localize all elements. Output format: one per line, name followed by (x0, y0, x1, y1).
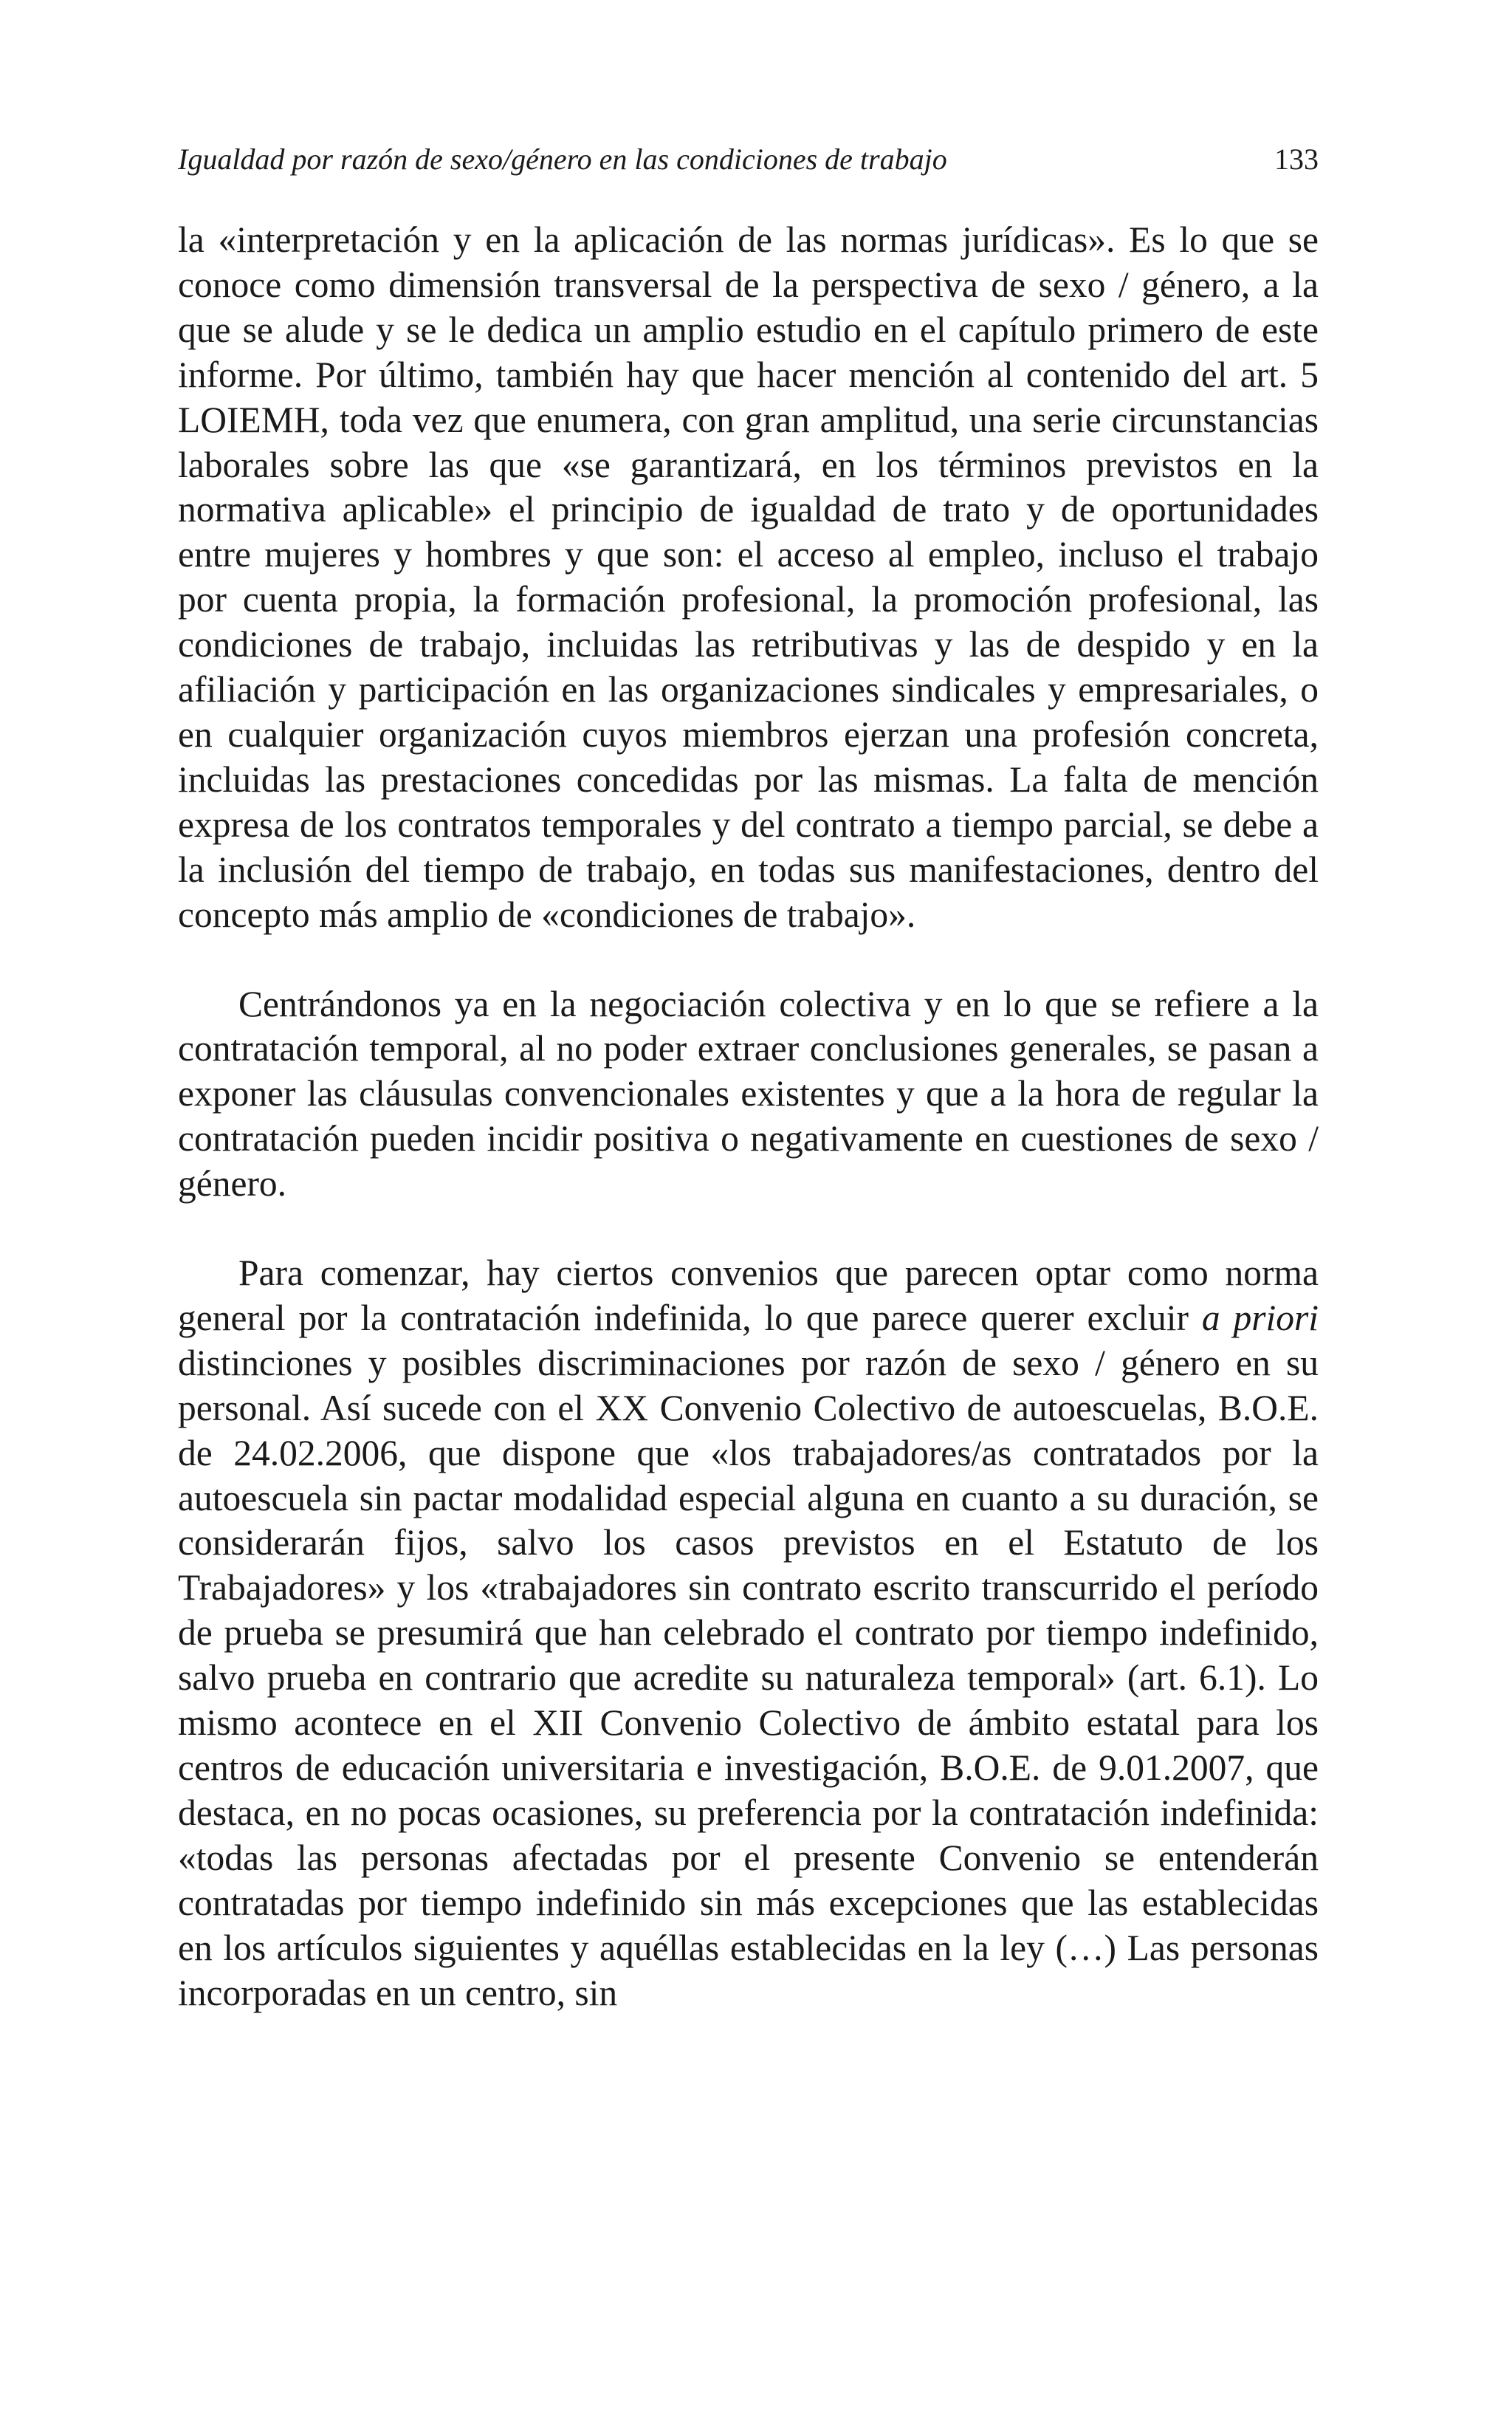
running-header (178, 139, 1319, 180)
body-text (178, 218, 1319, 2015)
page-number: 133 (1274, 143, 1319, 176)
running-title: Igualdad por razón de sexo/género en las condiciones de trabajo (178, 143, 947, 176)
paragraph-agreements-emphasis: a priori (1201, 1297, 1319, 1338)
paragraph-agreements-lead: Para comenzar, hay ciertos convenios que parecen optar como norma general por la contratación indefinida, lo que parece querer excluir (178, 1253, 1319, 1338)
paragraph-continuation: la «interpretación y en la aplicación de las normas jurídicas». Es lo que se conoce como dimensión transversal de la perspectiva de sexo / género, a la que se alude y se le dedica un amplio estudio en el capítulo primero de este informe. Por último, también hay que hacer mención al contenido del art. 5 LOIEMH, toda vez que enumera, con gran amplitud, una serie circunstancias laborales sobre las que «se garantizará, en los términos previstos en la normativa aplicable» el principio de igualdad de trato y de oportunidades entre mujeres y hombres y que son: el acceso al empleo, incluso el trabajo por cuenta propia, la formación profesional, la promoción profesional, las condiciones de trabajo, incluidas las retributivas y las de despido y en la afiliación y participación en las organizaciones sindicales y empresariales, o en cualquier organización cuyos miembros ejerzan una profesión concreta, incluidas las prestaciones concedidas por las mismas. La falta de mención expresa de los contratos temporales y del contrato a tiempo parcial, se debe a la inclusión del tiempo de trabajo, en todas sus manifestaciones, dentro del concepto más amplio de «condiciones de trabajo». (178, 219, 1319, 935)
paragraph-agreements (178, 1251, 1319, 2015)
paragraph-agreements-rest: distinciones y posibles discriminaciones por razón de sexo / género en su personal. Así sucede con el XX Convenio Colectivo de autoescuelas, B.O.E. de 24.02.2006, que dispone que «los trabajadores/as contratados por la autoescuela sin pactar modalidad especial alguna en cuanto a su duración, se considerarán fijos, salvo los casos previstos en el Estatuto de los Trabajadores» y los «trabajadores sin contrato escrito transcurrido el período de prueba se presumirá que han celebrado el contrato por tiempo indefinido, salvo prueba en contrario que acredite su naturaleza temporal» (art. 6.1). Lo mismo acontece en el XII Convenio Colectivo de ámbito estatal para los centros de educación universitaria e investigación, B.O.E. de 9.01.2007, que destaca, en no pocas ocasiones, su preferencia por la contratación indefinida: «todas las personas afectadas por el presente Convenio se entenderán contratadas por tiempo indefinido sin más excepciones que las establecidas en los artículos siguientes y aquéllas establecidas en la ley (…) Las personas incorporadas en un centro, sin (178, 1342, 1319, 2013)
paragraph-collective-bargaining: Centrándonos ya en la negociación colectiva y en lo que se refiere a la contratación temporal, al no poder extraer conclusiones generales, se pasan a exponer las cláusulas convencionales existentes y que a la hora de regular la contratación pueden incidir positiva o negativamente en cuestiones de sexo / género. (178, 983, 1319, 1205)
